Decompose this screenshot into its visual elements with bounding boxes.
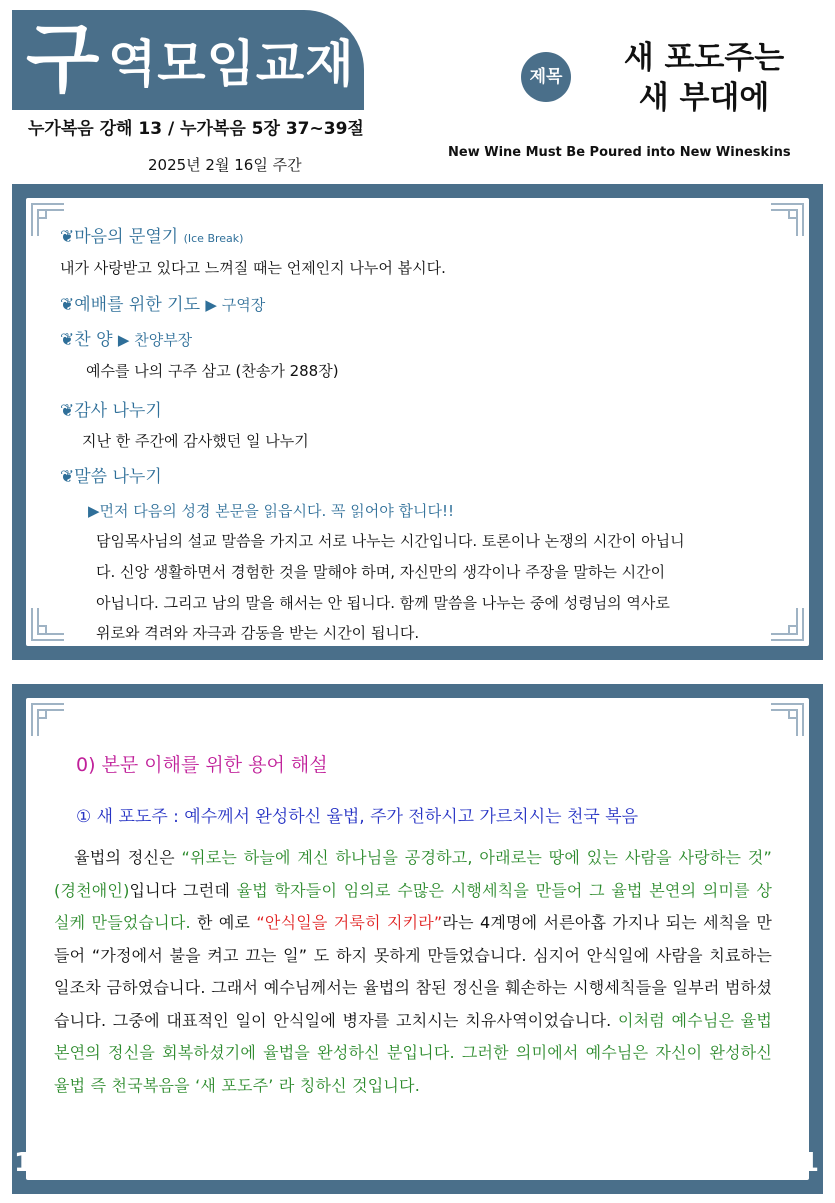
page-number-left: 1 [14,1148,33,1178]
icebreak-heading [60,222,243,247]
praise-leader: ▶ 찬양부장 [117,331,193,349]
para-text: 율법의 정신은 [74,848,182,867]
para-text: 입니다 그런데 [129,880,237,900]
leaf-bullet-icon: ❦ [60,330,75,350]
header-banner [12,10,364,110]
sermon-title-line2: 새 부대에 [638,80,770,116]
para-quote-red: “안식일을 거룩히 지키라” [256,913,443,932]
icebreak-text: 내가 사랑받고 있다고 느껴질 때는 언제인지 나누어 봅시다. [60,259,446,277]
banner-title: 역모임교재 [108,35,355,93]
praise-song: 예수를 나의 구주 삼고 (찬송가 288장) [86,362,339,380]
para-conclusion-green: 이처럼 예수님은 율법 본연의 정신을 회복하셨기에 율법을 완성하신 분입니다. 그러한 의미에서 예수님은 자신이 완성하신 율법 즉 천국복음을 ‘새 포도주’ 라 칭하신 것입니다. [54,1010,772,1095]
word-guide-line: 아닙니다. 그리고 남의 말을 해서는 안 됩니다. 함께 말씀을 나누는 중에 성령님의 역사로 [96,594,670,612]
term-heading: ① 새 포도주 : 예수께서 완성하신 율법, 주가 전하시고 가르치시는 천국 복음 [76,807,639,827]
icebreak-heading-text: 마음의 문열기 [74,227,179,247]
word-instruction: ▶먼저 다음의 성경 본문을 읽읍시다. 꼭 읽어야 합니다!! [88,502,454,520]
praise-heading-text: 찬 양 [74,330,113,350]
scripture-passage: 누가복음 강해 13 / 누가복음 5장 37~39절 [28,119,364,139]
para-text-green: 율법 학자들이 임의로 수많은 시행세칙을 만들어 그 율법 본연의 의미를 상실케 만들었습니다. [54,880,773,932]
english-title: New Wine Must Be Poured into New Wineskins [448,145,791,160]
page-number-right: 1 [800,1148,819,1178]
para-text: 한 예로 [190,913,257,932]
word-heading-text: 말씀 나누기 [74,467,162,487]
icebreak-subtitle: (Ice Break) [183,232,244,245]
leaf-bullet-icon: ❦ [60,227,75,247]
leaf-bullet-icon: ❦ [60,295,75,315]
word-heading [60,462,162,487]
prayer-heading [60,290,265,315]
corner-ornament-icon [769,702,805,738]
praise-heading [60,325,192,350]
week-date: 2025년 2월 16일 주간 [148,156,302,174]
intro-panel [12,184,823,660]
thanks-heading-text: 감사 나누기 [74,401,162,421]
section-title: 0) 본문 이해를 위한 용어 해설 [76,754,328,776]
prayer-leader: ▶ 구역장 [205,296,266,314]
corner-ornament-icon [769,606,805,642]
word-guide-line: 담임목사님의 설교 말씀을 가지고 서로 나누는 시간입니다. 토론이나 논쟁의 시간이 아닙니 [96,532,685,550]
banner-first-char: 구 [26,14,100,103]
sermon-title-line1: 새 포도주는 [623,40,785,76]
thanks-text: 지난 한 주간에 감사했던 일 나누기 [82,432,309,450]
word-guide-line: 위로와 격려와 자극과 감동을 받는 시간이 됩니다. [96,624,420,642]
leaf-bullet-icon: ❦ [60,467,75,487]
thanks-heading [60,396,162,421]
prayer-heading-text: 예배를 위한 기도 [74,295,201,315]
corner-ornament-icon [30,606,66,642]
word-guide-line: 다. 신앙 생활하면서 경험한 것을 말해야 하며, 자신만의 생각이나 주장을 말하는 시간이 [96,563,666,581]
corner-ornament-icon [30,702,66,738]
corner-ornament-icon [769,202,805,238]
para-quote-green: “위로는 하늘에 계신 하나님을 공경하고, 아래로는 땅에 있는 사람을 사랑하는 것” (경천애인) [54,848,772,900]
para-text: 라는 4계명에 서른아홉 가지나 되는 세칙을 만들어 “가정에서 불을 켜고 끄는 일” 도 하지 못하게 만들었습니다. 심지어 안식일에 사람을 치료하는 일조차 금하였습니다. 그래서 예수님께서는 율법의 참된 정신을 훼손하는 시행세칙들을 일부러 범하셨습니다. 그중에 대표적인 일이 안식일에 병자를 고치시는 치유사역이었습니다. [54,913,772,1030]
commentary-paragraph [54,842,772,1102]
subject-badge: 제목 [521,52,571,102]
leaf-bullet-icon: ❦ [60,401,75,421]
